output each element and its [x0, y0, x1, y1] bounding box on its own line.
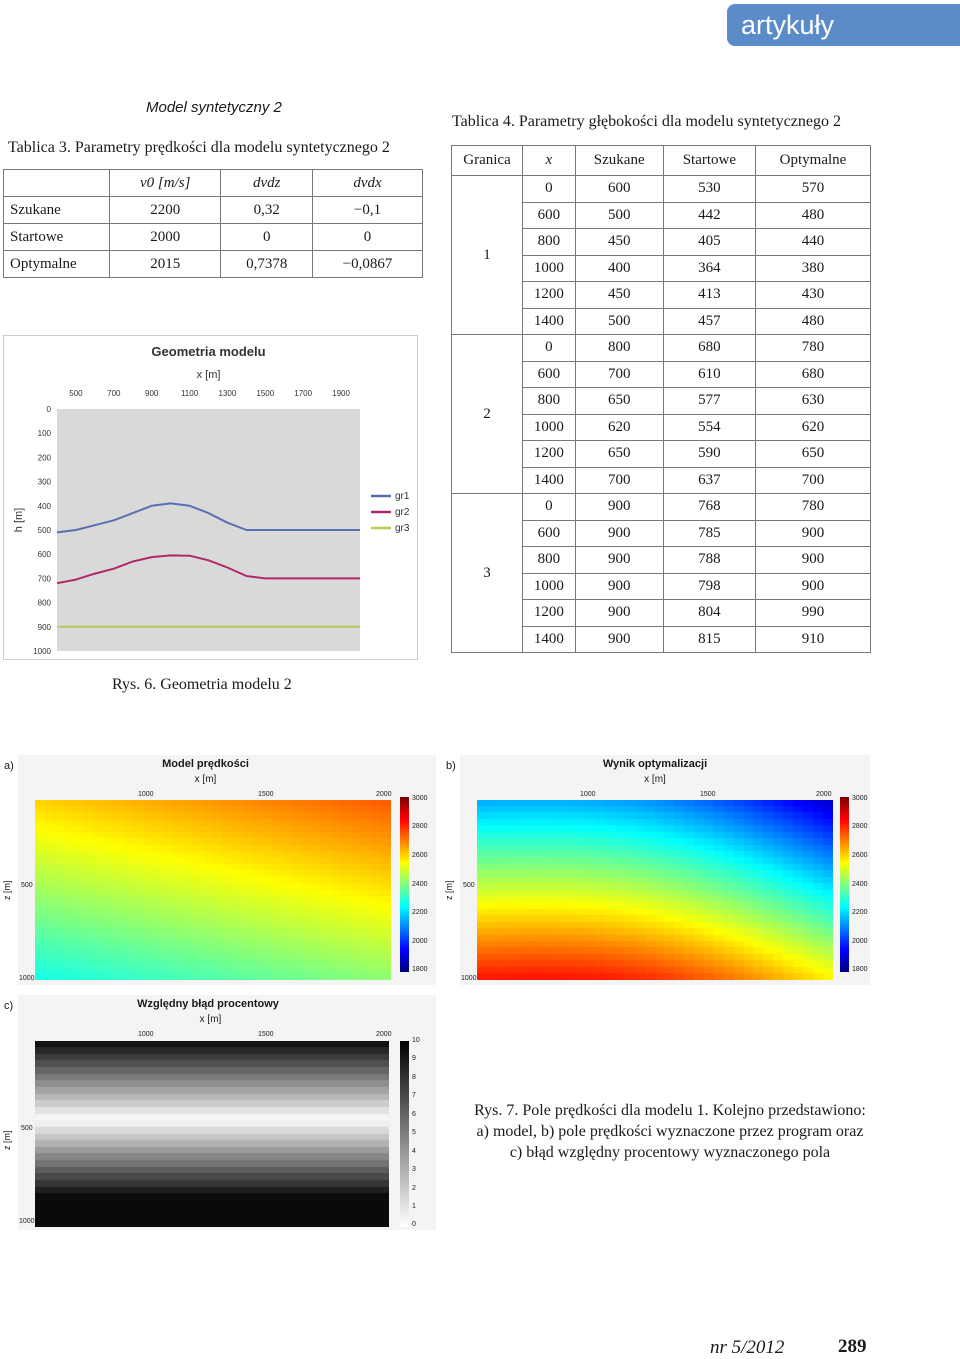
table3-header: dvdx — [313, 170, 423, 197]
x-tick-label: 1500 — [256, 389, 275, 398]
table4-cell: 500 — [575, 308, 663, 335]
panel-a-colorbar — [400, 797, 409, 972]
table4 — [451, 145, 871, 653]
panel-a-xlabel: x [m] — [194, 774, 217, 785]
table4-cell: 577 — [663, 388, 755, 415]
table4-cell: 804 — [663, 600, 755, 627]
panel-b-cbar-tick: 2000 — [852, 938, 868, 945]
table4-cell: 1200 — [523, 282, 576, 309]
panel-a-letter: a) — [4, 760, 14, 772]
panel-c-cbar-tick: 9 — [412, 1055, 416, 1062]
table-row — [452, 176, 871, 203]
panel-a-cbar-tick: 1800 — [412, 966, 428, 973]
geometry-chart-frame — [3, 335, 418, 660]
table4-cell: 1400 — [523, 308, 576, 335]
table4-cell: 570 — [756, 176, 871, 203]
chart-title: Geometria modelu — [151, 344, 266, 359]
panel-b-xtick: 2000 — [816, 791, 832, 798]
panel-b-heatmap — [477, 800, 833, 980]
panel-b-zlabel: z [m] — [444, 880, 454, 900]
table4-cell: 900 — [575, 600, 663, 627]
table4-cell: 457 — [663, 308, 755, 335]
panel-c-cbar-tick: 3 — [412, 1166, 416, 1173]
table4-cell: 440 — [756, 229, 871, 256]
table4-cell: 480 — [756, 202, 871, 229]
legend-label-gr2: gr2 — [395, 507, 410, 518]
panel-a-cbar-tick: 2200 — [412, 909, 428, 916]
panel-a-ztick: 1000 — [19, 975, 35, 982]
table3-cell: 0 — [313, 224, 423, 251]
panel-c-xtick: 1000 — [138, 1031, 154, 1038]
panel-b-cbar-tick: 1800 — [852, 966, 868, 973]
panel-a-zlabel: z [m] — [2, 880, 12, 900]
panel-b-colorbar — [840, 797, 849, 972]
x-tick-label: 700 — [107, 389, 121, 398]
panel-c-letter: c) — [4, 1000, 14, 1012]
table4-cell: 900 — [756, 520, 871, 547]
panel-c-cbar-tick: 0 — [412, 1221, 416, 1228]
table4-cell: 1000 — [523, 573, 576, 600]
panel-c-xtick: 2000 — [376, 1031, 392, 1038]
panel-a-xtick: 1000 — [138, 791, 154, 798]
panel-b-cbar-tick: 2400 — [852, 881, 868, 888]
table4-cell: 1200 — [523, 441, 576, 468]
panel-c-cbar-tick: 7 — [412, 1092, 416, 1099]
panel-a-title: Model prędkości — [162, 758, 249, 770]
panel-c-title: Względny błąd procentowy — [137, 998, 279, 1010]
table3-header-row — [4, 170, 423, 197]
table4-cell: 450 — [575, 282, 663, 309]
y-tick-label: 800 — [37, 598, 51, 608]
footer-page-number: 289 — [838, 1336, 867, 1357]
legend-label-gr3: gr3 — [395, 523, 410, 534]
table4-cell: 800 — [523, 388, 576, 415]
table4-cell: 900 — [575, 520, 663, 547]
panel-b-cbar-tick: 2200 — [852, 909, 868, 916]
table4-cell: 380 — [756, 255, 871, 282]
table4-cell: 0 — [523, 494, 576, 521]
table3-header: dvdz — [221, 170, 313, 197]
panel-c-colorbar — [400, 1041, 409, 1227]
panel-b-frame — [460, 755, 870, 985]
table4-cell: 788 — [663, 547, 755, 574]
x-tick-label: 1100 — [180, 389, 199, 398]
table4-header: Granica — [452, 146, 523, 176]
table4-header: Szukane — [575, 146, 663, 176]
table4-header: Startowe — [663, 146, 755, 176]
panel-b-cbar-tick: 3000 — [852, 795, 868, 802]
panel-c-cbar-tick: 5 — [412, 1129, 416, 1136]
table4-cell: 600 — [523, 520, 576, 547]
table-row — [452, 494, 871, 521]
table-row — [4, 197, 423, 224]
x-tick-label: 500 — [69, 389, 83, 398]
table4-cell: 650 — [575, 388, 663, 415]
panel-a-cbar-tick: 2600 — [412, 852, 428, 859]
table4-cell: 900 — [756, 547, 871, 574]
table4-cell: 785 — [663, 520, 755, 547]
table4-cell: 450 — [575, 229, 663, 256]
table4-cell: 590 — [663, 441, 755, 468]
legend-label-gr1: gr1 — [395, 491, 410, 502]
table4-header-row — [452, 146, 871, 176]
table4-cell: 400 — [575, 255, 663, 282]
table4-cell: 650 — [575, 441, 663, 468]
panel-c-cbar-tick: 2 — [412, 1185, 416, 1192]
table3-cell: 2200 — [110, 197, 221, 224]
figure7-caption: Rys. 7. Pole prędkości dla modelu 1. Kolejno przedstawiono: a) model, b) pole prędkości wyznaczone przez program oraz c) błąd względny procentowy wyznaczonego pola — [474, 1102, 866, 1161]
table3-cell: −0,0867 — [313, 251, 423, 278]
y-tick-label: 1000 — [33, 647, 51, 656]
table4-cell: 600 — [575, 176, 663, 203]
x-tick-label: 1700 — [294, 389, 313, 398]
panel-c-cbar-tick: 1 — [412, 1203, 416, 1210]
table4-cell: 780 — [756, 494, 871, 521]
table4-header: x — [523, 146, 576, 176]
table4-cell: 480 — [756, 308, 871, 335]
table4-cell: 680 — [663, 335, 755, 362]
chart-xlabel: x [m] — [196, 369, 221, 381]
panel-b-cbar-tick: 2800 — [852, 823, 868, 830]
panel-a-cbar-tick: 2000 — [412, 938, 428, 945]
table4-cell: 910 — [756, 626, 871, 653]
panel-c-cbar-tick: 4 — [412, 1148, 416, 1155]
table4-cell: 364 — [663, 255, 755, 282]
table4-caption: Tablica 4. Parametry głębokości dla modelu syntetycznego 2 — [452, 113, 841, 130]
table4-cell: 620 — [575, 414, 663, 441]
table4-cell: 700 — [575, 467, 663, 494]
y-tick-label: 400 — [37, 501, 51, 511]
x-tick-label: 900 — [145, 389, 159, 398]
panel-c-cbar-tick: 6 — [412, 1111, 416, 1118]
table3-cell: 0 — [221, 224, 313, 251]
y-tick-label: 100 — [37, 429, 51, 439]
y-tick-label: 0 — [46, 405, 51, 414]
table4-header: Optymalne — [756, 146, 871, 176]
table4-cell: 413 — [663, 282, 755, 309]
panel-a-heatmap — [35, 800, 391, 980]
table-row — [4, 224, 423, 251]
table4-cell: 630 — [756, 388, 871, 415]
table4-group-label: 1 — [452, 176, 523, 335]
table4-cell: 430 — [756, 282, 871, 309]
panel-c-cbar-tick: 8 — [412, 1074, 416, 1081]
table4-cell: 700 — [575, 361, 663, 388]
panel-c-ztick: 500 — [21, 1125, 33, 1132]
table4-body — [452, 176, 871, 653]
y-tick-label: 200 — [37, 453, 51, 463]
table4-cell: 442 — [663, 202, 755, 229]
panel-c-xtick: 1500 — [258, 1031, 274, 1038]
table3-cell: 2000 — [110, 224, 221, 251]
table4-cell: 500 — [575, 202, 663, 229]
table4-cell: 600 — [523, 361, 576, 388]
panel-a-ztick: 500 — [21, 882, 33, 889]
y-tick-label: 900 — [37, 622, 51, 632]
footer-issue: nr 5/2012 — [710, 1337, 785, 1358]
table3-cell: Startowe — [4, 224, 110, 251]
panel-c-ztick: 1000 — [19, 1218, 35, 1225]
table3-caption: Tablica 3. Parametry prędkości dla modelu syntetycznego 2 — [8, 139, 390, 156]
table4-cell: 700 — [756, 467, 871, 494]
panel-a-cbar-tick: 3000 — [412, 795, 428, 802]
panel-b-title: Wynik optymalizacji — [602, 758, 708, 770]
table4-cell: 405 — [663, 229, 755, 256]
table4-cell: 900 — [575, 573, 663, 600]
y-tick-label: 300 — [37, 477, 51, 487]
panel-a-xtick: 1500 — [258, 791, 274, 798]
chart-ylabel: h [m] — [13, 507, 25, 533]
panel-b-ztick: 500 — [463, 882, 475, 889]
table4-cell: 768 — [663, 494, 755, 521]
table4-cell: 900 — [756, 573, 871, 600]
figure6-caption: Rys. 6. Geometria modelu 2 — [112, 676, 292, 693]
panel-c-cbar-tick: 10 — [412, 1037, 420, 1044]
table4-group-label: 3 — [452, 494, 523, 653]
panel-b-cbar-tick: 2600 — [852, 852, 868, 859]
panel-b-xtick: 1500 — [700, 791, 716, 798]
table3-cell: Optymalne — [4, 251, 110, 278]
table4-cell: 1000 — [523, 255, 576, 282]
table4-cell: 800 — [575, 335, 663, 362]
table3 — [3, 169, 423, 278]
table4-cell: 650 — [756, 441, 871, 468]
x-tick-label: 1300 — [218, 389, 237, 398]
table4-cell: 815 — [663, 626, 755, 653]
geometry-chart — [4, 336, 417, 659]
table4-cell: 900 — [575, 626, 663, 653]
table-row — [452, 335, 871, 362]
panel-b-xlabel: x [m] — [644, 774, 666, 785]
model-title: Model syntetyczny 2 — [146, 99, 282, 116]
panel-a-cbar-tick: 2800 — [412, 823, 428, 830]
table4-cell: 1400 — [523, 626, 576, 653]
table4-cell: 600 — [523, 202, 576, 229]
table3-cell: 0,7378 — [221, 251, 313, 278]
table4-cell: 780 — [756, 335, 871, 362]
panel-a-cbar-tick: 2400 — [412, 881, 428, 888]
y-tick-label: 600 — [37, 550, 51, 560]
table4-cell: 798 — [663, 573, 755, 600]
table4-cell: 530 — [663, 176, 755, 203]
y-tick-label: 700 — [37, 574, 51, 584]
table4-group-label: 2 — [452, 335, 523, 494]
panel-c-zlabel: z [m] — [2, 1130, 12, 1150]
table3-cell: 2015 — [110, 251, 221, 278]
table4-cell: 680 — [756, 361, 871, 388]
panel-a-frame — [18, 755, 436, 985]
table4-cell: 0 — [523, 335, 576, 362]
table4-cell: 1000 — [523, 414, 576, 441]
panel-c-xlabel: x [m] — [199, 1014, 222, 1025]
panel-b-ztick: 1000 — [461, 975, 477, 982]
table4-cell: 554 — [663, 414, 755, 441]
table4-cell: 900 — [575, 547, 663, 574]
y-tick-label: 500 — [37, 526, 51, 535]
table4-cell: 637 — [663, 467, 755, 494]
table3-cell: 0,32 — [221, 197, 313, 224]
panel-b-xtick: 1000 — [580, 791, 596, 798]
panel-c-frame — [18, 995, 436, 1230]
table4-cell: 990 — [756, 600, 871, 627]
table3-cell: Szukane — [4, 197, 110, 224]
table4-cell: 0 — [523, 176, 576, 203]
table-row — [4, 251, 423, 278]
table4-cell: 1400 — [523, 467, 576, 494]
table4-cell: 1200 — [523, 600, 576, 627]
table4-cell: 620 — [756, 414, 871, 441]
table4-cell: 800 — [523, 547, 576, 574]
section-tab: artykuły — [727, 4, 960, 46]
x-tick-label: 1900 — [332, 389, 350, 398]
table4-cell: 610 — [663, 361, 755, 388]
panel-c-heatmap — [35, 1041, 389, 1227]
table3-header — [4, 170, 110, 197]
table4-cell: 900 — [575, 494, 663, 521]
panel-b-letter: b) — [446, 760, 456, 772]
table3-cell: −0,1 — [313, 197, 423, 224]
panel-a-xtick: 2000 — [376, 791, 392, 798]
table4-cell: 800 — [523, 229, 576, 256]
table3-header: v0 [m/s] — [110, 170, 221, 197]
